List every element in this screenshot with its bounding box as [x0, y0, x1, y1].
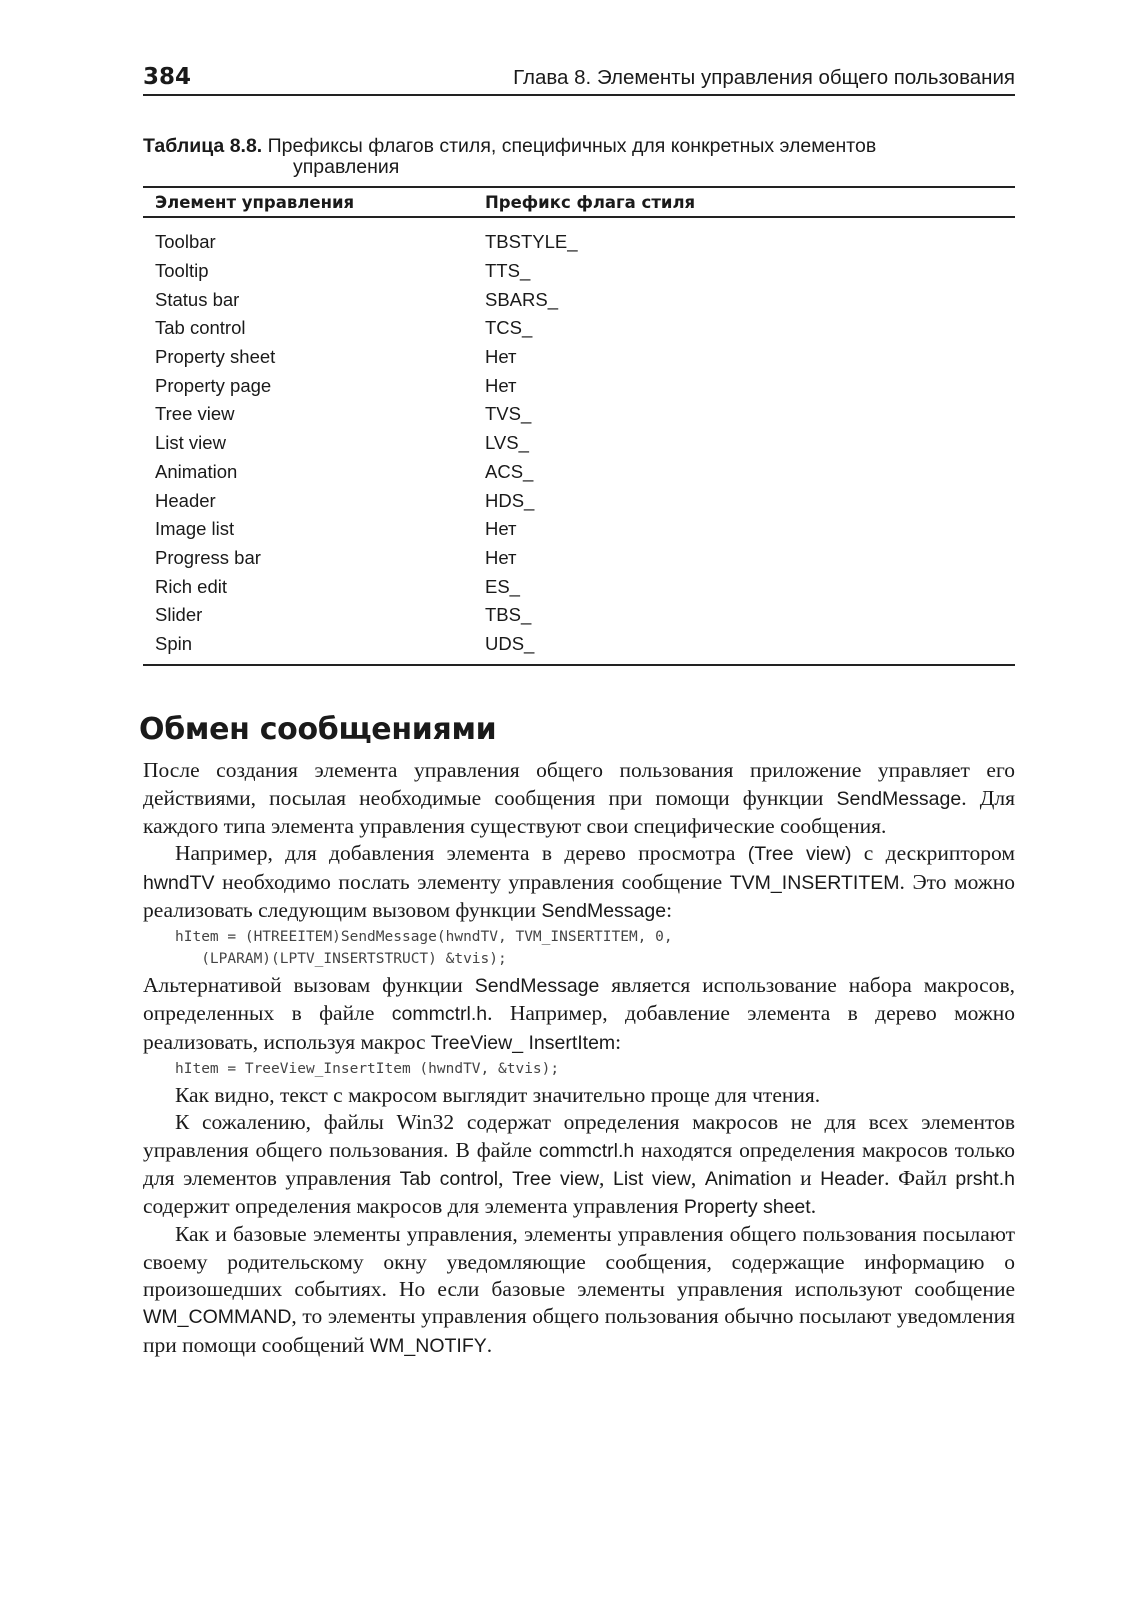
code-term: Tab control — [399, 1167, 499, 1190]
text-run: находятся определения макросов только для элементов управления — [143, 1137, 1016, 1190]
paragraph — [143, 972, 1015, 1057]
control-name-cell: Spin — [143, 630, 485, 666]
table-row — [143, 314, 1015, 343]
style-prefix-table — [143, 186, 1015, 666]
style-prefix-cell: TCS_ — [485, 317, 533, 339]
text-run: После создания элемента управления общего пользования приложение управляет его действиями, посылая необходимые сообщения при помощи функции — [143, 758, 1015, 810]
table-row — [143, 544, 1015, 573]
text-run: Как и базовые элементы управления, элементы управления общего пользования посылают своему родительскому окну уведомляющие сообщения, содержащие информацию о произошедших событиях. Но если базовые элементы управления используют сообщение — [143, 1222, 1015, 1302]
text-run: : — [666, 897, 673, 922]
text-run: Альтернативой вызовам функции — [143, 973, 475, 998]
book-page — [139, 58, 1016, 1360]
text-run: . — [486, 1332, 493, 1357]
code-term: TVM_INSERTITEM — [729, 871, 900, 894]
code-term: SendMessage — [474, 975, 600, 998]
column-header-prefix: Префикс флага стиля — [485, 187, 1015, 217]
text-run: . Файл — [884, 1165, 956, 1190]
table-row — [143, 429, 1015, 458]
control-name-cell: Header — [155, 489, 216, 511]
section-body — [143, 757, 1015, 1360]
code-term: Header — [820, 1167, 885, 1190]
control-name-cell: Image list — [155, 518, 235, 540]
text-run: является использование набора макросов, определенных в файле — [143, 973, 1015, 1026]
code-term: hwndTV — [143, 871, 215, 894]
style-prefix-cell: Нет — [485, 346, 517, 368]
control-name-cell: Tab control — [155, 317, 246, 339]
text-run: , — [599, 1165, 613, 1190]
paragraph — [143, 757, 1015, 840]
text-run: . Например, добавление элемента в дерево можно реализовать, используя макрос — [143, 1001, 1015, 1054]
style-prefix-cell: TVS_ — [485, 403, 532, 425]
page-number: 384 — [143, 64, 192, 90]
code-line: hItem = TreeView_InsertItem (hwndTV, &tvis); — [175, 1060, 560, 1077]
table-body — [143, 217, 1015, 665]
text-run: . Это можно реализовать следующим вызовом функции — [143, 869, 1015, 922]
control-name-cell: Property sheet — [155, 346, 276, 368]
control-name-cell: Toolbar — [155, 231, 216, 253]
text-run: , — [690, 1165, 705, 1190]
text-run: и — [791, 1165, 821, 1190]
style-prefix-cell: TBS_ — [485, 604, 532, 626]
table-header-row — [143, 187, 1015, 217]
style-prefix-cell: Нет — [485, 518, 517, 540]
text-run: . Для каждого типа элемента управления существуют свои специфические сообщения. — [143, 785, 1015, 838]
style-prefix-cell: UDS_ — [485, 630, 1015, 666]
text-run: Например, для добавления элемента в дерево просмотра — [175, 841, 748, 866]
code-term: WM_COMMAND — [143, 1306, 292, 1329]
table-row — [143, 285, 1015, 314]
table-row — [143, 572, 1015, 601]
control-name-cell: Rich edit — [155, 575, 227, 597]
text-run: , то элементы управления общего пользования обычно посылают уведомления при помощи сообщений — [143, 1304, 1015, 1357]
column-header-control: Элемент управления — [143, 187, 485, 217]
code-term: SendMessage — [836, 787, 962, 810]
table-row — [143, 257, 1015, 286]
code-term: commctrl.h — [391, 1003, 488, 1026]
paragraph — [143, 840, 1015, 925]
text-run: . — [810, 1194, 817, 1219]
table-caption — [143, 136, 1015, 178]
control-name-cell: Animation — [155, 460, 238, 482]
table-row — [143, 630, 1015, 666]
style-prefix-cell: Нет — [485, 546, 517, 568]
table-caption-text: Префиксы флагов стиля, специфичных для конкретных элементов — [267, 135, 877, 157]
style-prefix-cell: SBARS_ — [485, 288, 559, 310]
running-header — [143, 58, 1015, 96]
text-run: , — [498, 1165, 513, 1190]
code-listing — [143, 926, 1015, 970]
code-term: List view — [612, 1167, 691, 1190]
control-name-cell: Tooltip — [155, 260, 209, 282]
paragraph: Как видно, текст с макросом выглядит значительно проще для чтения. — [175, 1082, 821, 1107]
text-run: : — [615, 1029, 622, 1054]
table-row — [143, 400, 1015, 429]
control-name-cell: Progress bar — [155, 546, 261, 568]
paragraph — [143, 1109, 1015, 1221]
style-prefix-cell: HDS_ — [485, 489, 535, 511]
code-line: hItem = (HTREEITEM)SendMessage(hwndTV, TVM_INSERTITEM, 0, — [175, 929, 673, 946]
table-row — [143, 515, 1015, 544]
code-term: Animation — [704, 1167, 792, 1190]
control-name-cell: Tree view — [155, 403, 235, 425]
control-name-cell: List view — [155, 432, 226, 454]
table-row — [143, 371, 1015, 400]
code-term: Property sheet — [683, 1196, 811, 1219]
text-run: необходимо послать элементу управления сообщение — [214, 869, 730, 894]
code-term: (Tree view) — [747, 843, 852, 866]
text-run: содержит определения макросов для элемента управления — [143, 1194, 684, 1219]
code-listing — [143, 1058, 1015, 1080]
text-run: с дескриптором — [851, 841, 1015, 866]
table-row — [143, 458, 1015, 487]
table-caption-text-cont: управления — [293, 156, 400, 178]
code-term: TreeView_ InsertItem — [430, 1031, 616, 1054]
code-term: prsht.h — [955, 1167, 1015, 1190]
table-row — [143, 217, 1015, 257]
control-name-cell: Slider — [155, 604, 203, 626]
code-term: WM_NOTIFY — [369, 1334, 487, 1357]
section-heading: Обмен сообщениями — [139, 712, 497, 748]
style-prefix-cell: LVS_ — [485, 432, 529, 454]
chapter-title: Глава 8. Элементы управления общего пользования — [513, 66, 1015, 89]
style-prefix-cell: ACS_ — [485, 460, 534, 482]
table-row — [143, 486, 1015, 515]
style-prefix-cell: TTS_ — [485, 260, 531, 282]
style-prefix-cell: ES_ — [485, 575, 520, 597]
code-term: commctrl.h — [538, 1139, 635, 1162]
table-caption-label: Таблица 8.8. — [143, 135, 263, 157]
control-name-cell: Property page — [155, 374, 272, 396]
style-prefix-cell: Нет — [485, 374, 517, 396]
table-row — [143, 343, 1015, 372]
paragraph — [143, 1221, 1015, 1359]
code-term: SendMessage — [541, 899, 667, 922]
style-prefix-cell: TBSTYLE_ — [485, 231, 578, 253]
code-line: (LPARAM)(LPTV_INSERTSTRUCT) &tvis); — [175, 951, 507, 968]
text-run: К сожалению, файлы Win32 содержат определения макросов не для всех элементов управления общего пользования. В файле — [143, 1110, 1015, 1162]
table-row — [143, 601, 1015, 630]
control-name-cell: Status bar — [155, 288, 240, 310]
code-term: Tree view — [512, 1167, 600, 1190]
